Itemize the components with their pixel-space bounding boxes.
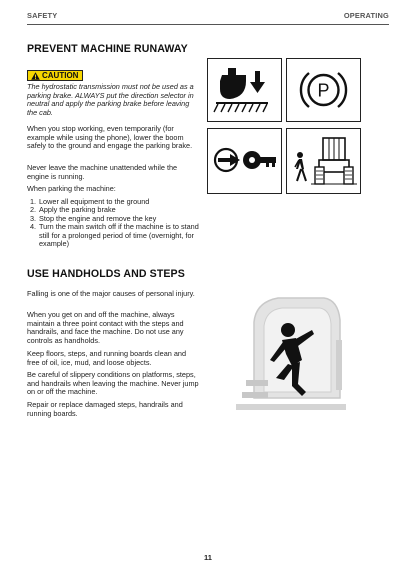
caution-label: CAUTION bbox=[42, 71, 79, 80]
paragraph: When you stop working, even temporarily (for example while using the phone), lower the boom safely to the ground and engage the parking brake. bbox=[27, 124, 193, 151]
paragraph: Be careful of slippery conditions on platforms, steps, and handrails when leaving the machine. Never jump on or off the machine. bbox=[27, 370, 199, 397]
list-item: 3. Stop the engine and remove the key bbox=[30, 213, 157, 223]
paragraph: When you get on and off the machine, always maintain a three point contact with the steps and handrails, and face the machine. Do not use any controls as handholds. bbox=[27, 310, 184, 346]
warning-triangle-icon bbox=[31, 72, 40, 80]
paragraph: Falling is one of the major causes of personal injury. bbox=[27, 289, 195, 298]
section-title-runaway: PREVENT MACHINE RUNAWAY bbox=[27, 43, 188, 55]
list-item: 2. Apply the parking brake bbox=[30, 205, 116, 215]
paragraph: Repair or replace damaged steps, handrails and running boards. bbox=[27, 400, 183, 418]
caution-badge bbox=[27, 70, 83, 81]
chapter-label: OPERATING bbox=[343, 11, 389, 20]
list-item: 4. Turn the main switch off if the machine is to stand still for a prolonged period of time (overnight, for example) bbox=[30, 222, 199, 249]
paragraph: Never leave the machine unattended while the engine is running. bbox=[27, 163, 178, 181]
paragraph: When parking the machine: bbox=[27, 184, 116, 193]
remove-key-icon bbox=[207, 128, 282, 194]
parking-steps-list bbox=[27, 198, 202, 248]
climbing-cab-illustration bbox=[206, 280, 356, 415]
caution-text: The hydrostatic transmission must not be used as a parking brake. ALWAYS put the direction selector in neutral and apply the parking brake before leaving the cab. bbox=[27, 82, 194, 118]
paragraph: Keep floors, steps, and running boards clean and free of oil, ice, mud, and loose objects. bbox=[27, 349, 187, 367]
lower-bucket-icon bbox=[207, 58, 282, 122]
list-item: 1. Lower all equipment to the ground bbox=[30, 197, 150, 206]
walk-away-icon bbox=[286, 128, 361, 194]
page-header bbox=[27, 11, 389, 25]
page-number: 11 bbox=[204, 553, 212, 562]
section-label: SAFETY bbox=[27, 11, 58, 20]
parking-brake-icon bbox=[286, 58, 361, 122]
svg-text:P: P bbox=[317, 80, 330, 101]
section-title-handholds: USE HANDHOLDS AND STEPS bbox=[27, 268, 185, 280]
